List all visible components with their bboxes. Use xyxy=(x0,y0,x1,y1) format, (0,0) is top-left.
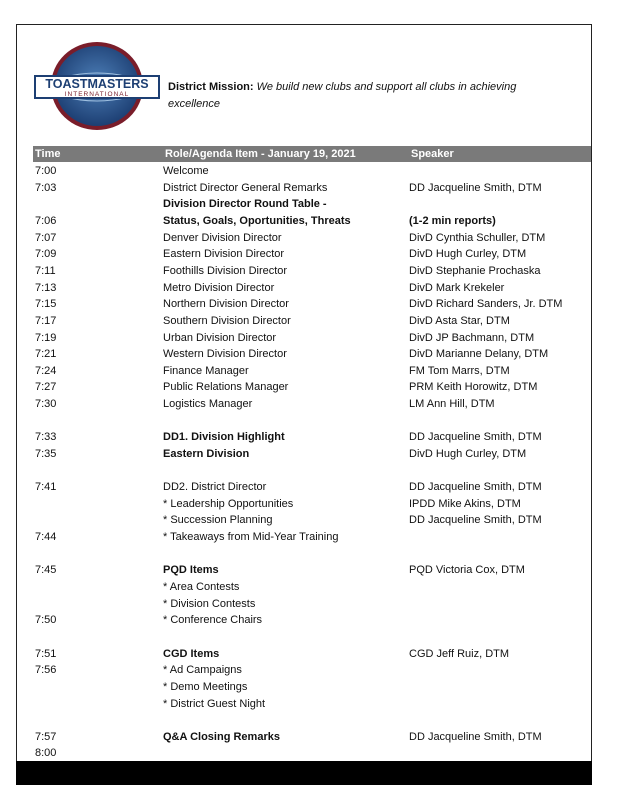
logo-text-main: TOASTMASTERS xyxy=(45,77,149,91)
district-mission xyxy=(168,79,548,113)
row-role: District Director General Remarks xyxy=(163,182,328,194)
row-time: 8:00 xyxy=(35,747,57,759)
agenda-row xyxy=(0,529,619,545)
row-time: 7:51 xyxy=(35,648,57,660)
row-role: * Demo Meetings xyxy=(163,681,248,693)
agenda-row xyxy=(0,446,619,462)
agenda-row xyxy=(0,512,619,528)
row-speaker: DivD Marianne Delany, DTM xyxy=(409,348,549,360)
agenda-row xyxy=(0,662,619,678)
agenda-row xyxy=(0,396,619,412)
logo-text-sub: INTERNATIONAL xyxy=(64,91,130,98)
row-speaker: DivD Stephanie Prochaska xyxy=(409,265,541,277)
row-role: Eastern Division xyxy=(163,448,250,460)
agenda-row xyxy=(0,280,619,296)
mission-label: District Mission: xyxy=(168,81,254,93)
header-speaker: Speaker xyxy=(411,148,454,160)
row-role: Logistics Manager xyxy=(163,398,253,410)
row-time: 7:03 xyxy=(35,182,57,194)
row-speaker: DivD Richard Sanders, Jr. DTM xyxy=(409,298,563,310)
row-time: 7:09 xyxy=(35,248,57,260)
row-time: 7:33 xyxy=(35,431,57,443)
agenda-row xyxy=(0,346,619,362)
row-role: Welcome xyxy=(163,165,209,177)
row-time: 7:15 xyxy=(35,298,57,310)
row-role: Eastern Division Director xyxy=(163,248,285,260)
agenda-row xyxy=(0,696,619,712)
row-speaker: IPDD Mike Akins, DTM xyxy=(409,498,521,510)
row-speaker: DivD JP Bachmann, DTM xyxy=(409,332,535,344)
row-time: 7:00 xyxy=(35,165,57,177)
row-role: * Ad Campaigns xyxy=(163,664,242,676)
header-role: Role/Agenda Item - January 19, 2021 xyxy=(165,148,356,160)
agenda-row xyxy=(0,579,619,595)
header-time: Time xyxy=(35,148,61,160)
agenda-row xyxy=(0,330,619,346)
row-role: DD2. District Director xyxy=(163,481,267,493)
row-time: 7:44 xyxy=(35,531,57,543)
row-role: * Division Contests xyxy=(163,598,256,610)
row-speaker: FM Tom Marrs, DTM xyxy=(409,365,510,377)
row-time: 7:45 xyxy=(35,564,57,576)
row-speaker: (1-2 min reports) xyxy=(409,215,496,227)
row-speaker: PQD Victoria Cox, DTM xyxy=(409,564,525,576)
agenda-row xyxy=(0,679,619,695)
agenda-row xyxy=(0,496,619,512)
row-time: 7:24 xyxy=(35,365,57,377)
row-role: Finance Manager xyxy=(163,365,249,377)
agenda-row xyxy=(0,479,619,495)
agenda-row xyxy=(0,646,619,662)
agenda-row xyxy=(0,263,619,279)
row-role: DD1. Division Highlight xyxy=(163,431,285,443)
row-time: 7:30 xyxy=(35,398,57,410)
row-time: 7:06 xyxy=(35,215,57,227)
row-role: Status, Goals, Oportunities, Threats xyxy=(163,215,351,227)
row-speaker: DD Jacqueline Smith, DTM xyxy=(409,431,542,443)
agenda-row xyxy=(0,612,619,628)
row-role: PQD Items xyxy=(163,564,219,576)
row-time: 7:21 xyxy=(35,348,57,360)
row-role: Western Division Director xyxy=(163,348,287,360)
agenda-row xyxy=(0,230,619,246)
row-role: Metro Division Director xyxy=(163,282,275,294)
row-time: 7:41 xyxy=(35,481,57,493)
row-time: 7:27 xyxy=(35,381,57,393)
row-role: * Area Contests xyxy=(163,581,240,593)
agenda-row xyxy=(0,180,619,196)
row-role: * District Guest Night xyxy=(163,698,266,710)
row-role: Urban Division Director xyxy=(163,332,277,344)
row-role: * Leadership Opportunities xyxy=(163,498,294,510)
agenda-row xyxy=(0,596,619,612)
row-role: Northern Division Director xyxy=(163,298,289,310)
row-time: 7:17 xyxy=(35,315,57,327)
row-speaker: DivD Hugh Curley, DTM xyxy=(409,248,527,260)
row-role: Denver Division Director xyxy=(163,232,282,244)
row-speaker: LM Ann Hill, DTM xyxy=(409,398,495,410)
agenda-row xyxy=(0,429,619,445)
row-time: 7:11 xyxy=(35,265,56,277)
row-time: 7:56 xyxy=(35,664,57,676)
row-speaker: DivD Cynthia Schuller, DTM xyxy=(409,232,546,244)
row-role: * Takeaways from Mid-Year Training xyxy=(163,531,339,543)
row-role: Public Relations Manager xyxy=(163,381,289,393)
row-time: 7:13 xyxy=(35,282,57,294)
row-speaker: DivD Asta Star, DTM xyxy=(409,315,510,327)
row-role: Division Director Round Table - xyxy=(163,198,327,210)
agenda-row xyxy=(0,745,619,761)
row-speaker: DD Jacqueline Smith, DTM xyxy=(409,514,542,526)
agenda-row xyxy=(0,163,619,179)
row-time: 7:50 xyxy=(35,614,57,626)
row-speaker: DD Jacqueline Smith, DTM xyxy=(409,481,542,493)
row-role: Foothills Division Director xyxy=(163,265,288,277)
row-time: 7:57 xyxy=(35,731,57,743)
agenda-row xyxy=(0,562,619,578)
row-speaker: DD Jacqueline Smith, DTM xyxy=(409,731,542,743)
row-role: * Succession Planning xyxy=(163,514,273,526)
row-speaker: DivD Mark Krekeler xyxy=(409,282,505,294)
row-speaker: CGD Jeff Ruiz, DTM xyxy=(409,648,510,660)
row-speaker: PRM Keith Horowitz, DTM xyxy=(409,381,538,393)
row-speaker: DivD Hugh Curley, DTM xyxy=(409,448,527,460)
agenda-row xyxy=(0,296,619,312)
row-role: Southern Division Director xyxy=(163,315,291,327)
agenda-row xyxy=(0,363,619,379)
row-role: CGD Items xyxy=(163,648,220,660)
row-time: 7:35 xyxy=(35,448,57,460)
agenda-row xyxy=(0,213,619,229)
agenda-row xyxy=(0,246,619,262)
row-time: 7:19 xyxy=(35,332,57,344)
row-role: Q&A Closing Remarks xyxy=(163,731,280,743)
row-role: * Conference Chairs xyxy=(163,614,263,626)
row-time: 7:07 xyxy=(35,232,57,244)
agenda-row xyxy=(0,729,619,745)
toastmasters-logo xyxy=(34,38,160,134)
mission-text: We build new clubs and support all clubs in achieving excellence xyxy=(168,81,517,110)
agenda-row xyxy=(0,313,619,329)
row-speaker: DD Jacqueline Smith, DTM xyxy=(409,182,542,194)
agenda-row xyxy=(0,379,619,395)
footer-bar xyxy=(16,761,592,785)
agenda-row xyxy=(0,196,619,212)
